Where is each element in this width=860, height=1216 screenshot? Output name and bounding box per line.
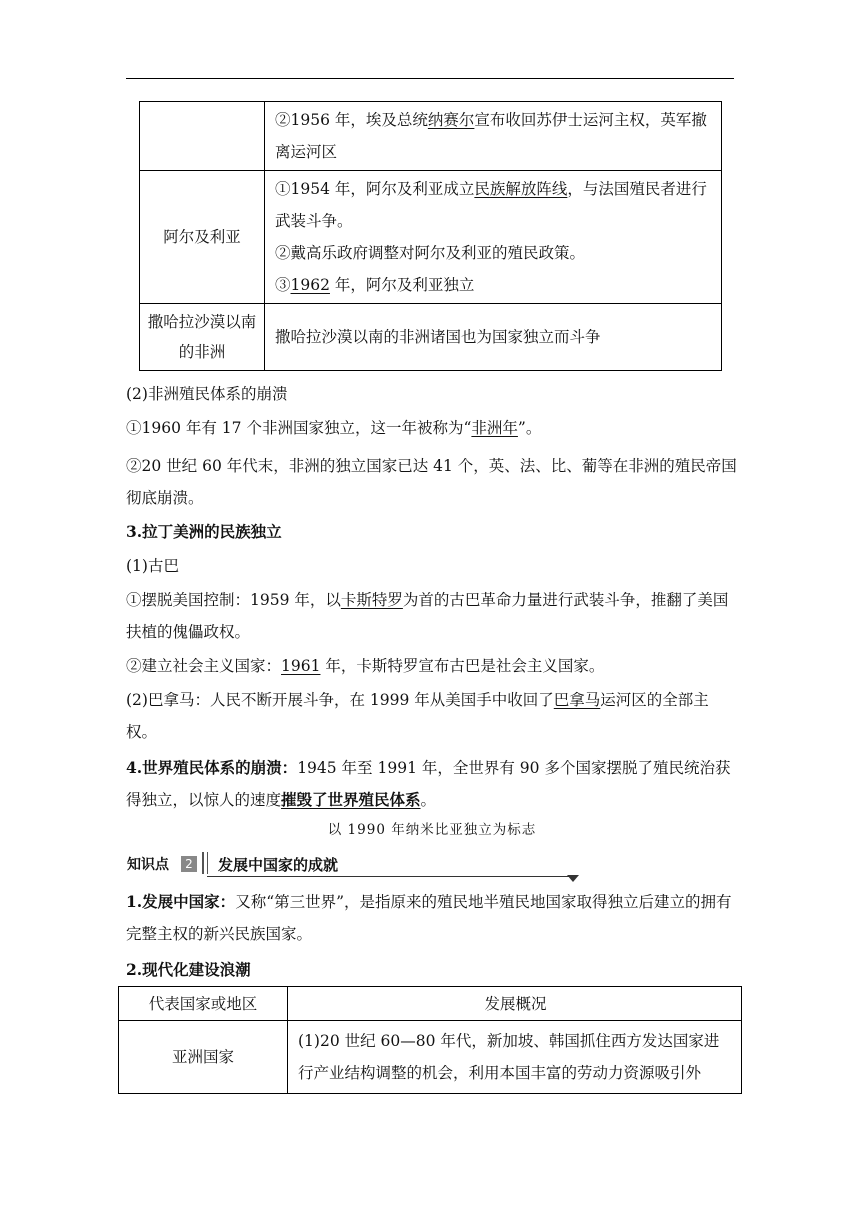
region-cell: 撒哈拉沙漠以南的非洲 xyxy=(140,304,265,371)
table-row xyxy=(119,1021,742,1094)
section-heading: 3.拉丁美洲的民族独立 xyxy=(126,522,282,541)
detail-cell: ②1956 年，埃及总统纳赛尔宣布收回苏伊士运河主权，英军撤离运河区 xyxy=(265,102,722,171)
knowledge-point-header xyxy=(127,852,579,880)
paragraph: ②20 世纪 60 年代末，非洲的独立国家已达 41 个，英、法、比、葡等在非洲的殖民帝国彻底崩溃。 xyxy=(126,457,737,507)
column-header: 代表国家或地区 xyxy=(119,987,288,1021)
kp-number-badge: 2 xyxy=(181,856,197,872)
table-row xyxy=(140,171,722,304)
table-row xyxy=(140,304,722,371)
table-header-row xyxy=(119,987,742,1021)
section-heading: 2.现代化建设浪潮 xyxy=(126,960,251,979)
paragraph: 1.发展中国家：又称“第三世界”，是指原来的殖民地半殖民地国家取得独立后建立的拥有完整主权的新兴民族国家。 xyxy=(126,892,732,943)
paragraph: (2)巴拿马：人民不断开展斗争，在 1999 年从美国手中收回了巴拿马运河区的全部主权。 xyxy=(126,691,709,741)
detail-cell: (1)20 世纪 60—80 年代，新加坡、韩国抓住西方发达国家进行产业结构调整的机会，利用本国丰富的劳动力资源吸引外 xyxy=(288,1021,742,1094)
paragraph: ①摆脱美国控制：1959 年，以卡斯特罗为首的古巴革命力量进行武装斗争，推翻了美国扶植的傀儡政权。 xyxy=(126,591,729,641)
annotation-note: 以 1990 年纳米比亚独立为标志 xyxy=(327,822,537,838)
decolonization-table xyxy=(139,101,722,371)
header-rule xyxy=(126,78,734,79)
triangle-down-icon xyxy=(567,875,579,882)
kp-label: 知识点 xyxy=(127,857,169,873)
paragraph: ②建立社会主义国家：1961 年，卡斯特罗宣布古巴是社会主义国家。 xyxy=(126,657,605,675)
detail-cell: ①1954 年，阿尔及利亚成立民族解放阵线，与法国殖民者进行武装斗争。 ②戴高乐政府调整对阿尔及利亚的殖民政策。 ③1962 年，阿尔及利亚独立 xyxy=(265,171,722,304)
modernization-table xyxy=(118,986,742,1094)
paragraph: (1)古巴 xyxy=(126,557,179,575)
kp-title: 发展中国家的成就 xyxy=(218,856,339,874)
region-cell: 亚洲国家 xyxy=(119,1021,288,1094)
detail-cell: 撒哈拉沙漠以南的非洲诸国也为国家独立而斗争 xyxy=(265,304,722,371)
region-cell: 阿尔及利亚 xyxy=(140,171,265,304)
paragraph: 4.世界殖民体系的崩溃：1945 年至 1991 年，全世界有 90 多个国家摆脱了殖民统治获得独立，以惊人的速度摧毁了世界殖民体系。 xyxy=(126,758,731,809)
region-cell xyxy=(140,102,265,171)
paragraph: ①1960 年有 17 个非洲国家独立，这一年被称为“非洲年”。 xyxy=(126,419,542,437)
column-header: 发展概况 xyxy=(288,987,742,1021)
table-row xyxy=(140,102,722,171)
paragraph: (2)非洲殖民体系的崩溃 xyxy=(126,385,288,403)
